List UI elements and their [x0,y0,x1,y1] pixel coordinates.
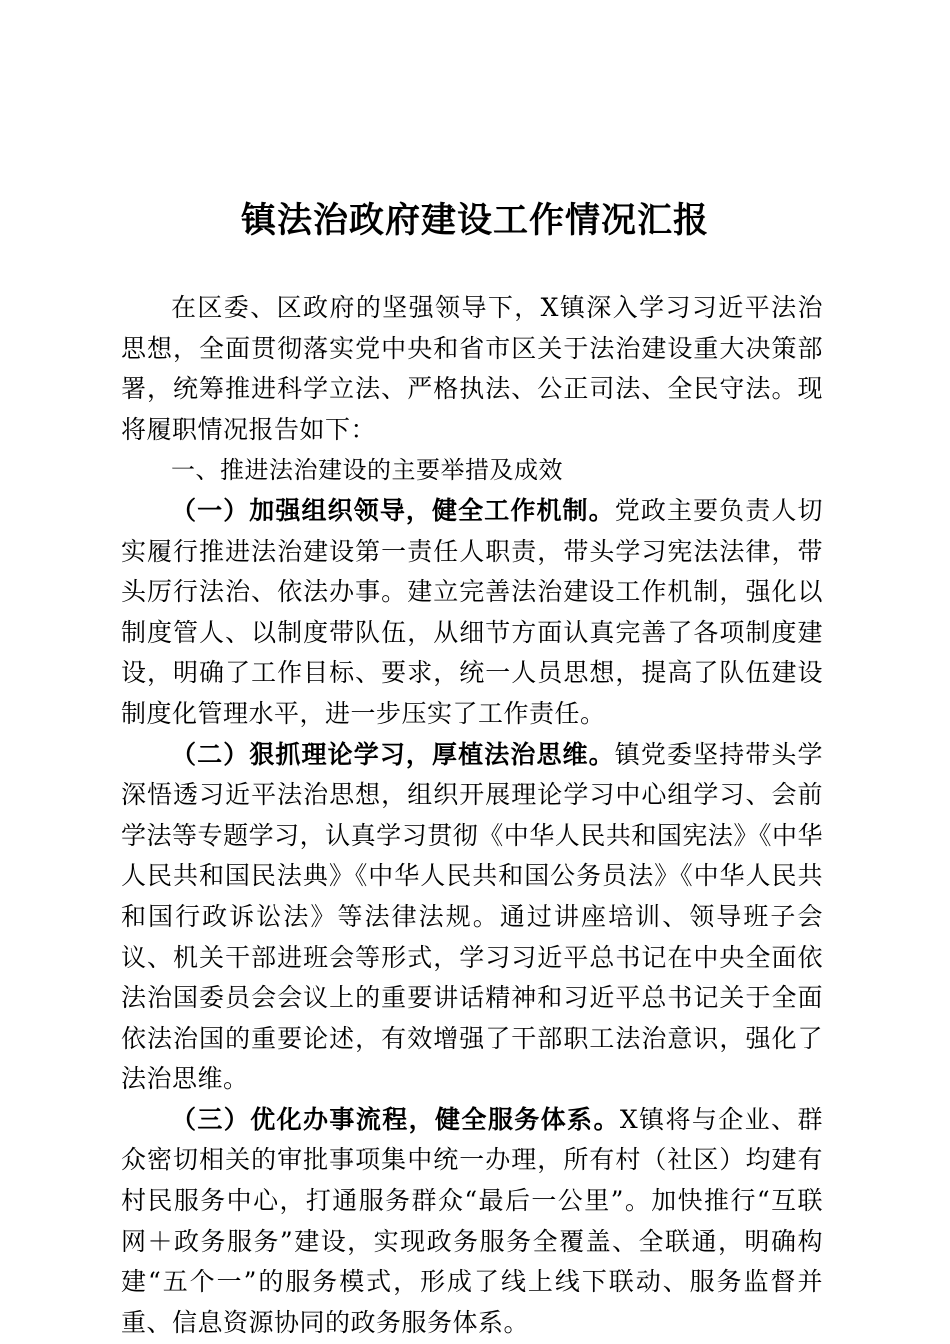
item-lead-1: （一）加强组织领导，健全工作机制。 [171,495,615,525]
item-text-3: X镇将与企业、群众密切相关的审批事项集中统一办理，所有村（社区）均建有村民服务中心，打通服务群众“最后一公里”。加快推行“互联网＋政务服务”建设，实现政务服务全覆盖、全联通，明确构建“五个一”的服务模式，形成了线上线下联动、服务监督并重、信息资源协同的政务服务体系。 [121,1104,823,1337]
document-title: 镇法治政府建设工作情况汇报 [240,200,709,241]
item-paragraph-2 [121,735,823,1100]
section-heading: 一、推进法治建设的主要举措及成效 [171,456,563,485]
item-lead-2: （二）狠抓理论学习，厚植法治思维。 [171,739,615,769]
document-body [121,288,823,1343]
item-text-2: 镇党委坚持带头学深悟透习近平法治思想，组织开展理论学习中心组学习、会前学法等专题学习，认真学习贯彻《中华人民共和国宪法》《中华人民共和国民法典》《中华人民共和国公务员法》《中华人民共和国行政诉讼法》等法律法规。通过讲座培训、领导班子会议、机关干部进班会等形式，学习习近平总书记在中央全面依法治国委员会会议上的重要讲话精神和习近平总书记关于全面依法治国的重要论述，有效增强了干部职工法治意识，强化了法治思维。 [121,739,823,1094]
item-paragraph-3 [121,1100,823,1344]
item-text-1: 党政主要负责人切实履行推进法治建设第一责任人职责，带头学习宪法法律，带头厉行法治、依法办事。建立完善法治建设工作机制，强化以制度管人、以制度带队伍，从细节方面认真完善了各项制度建设，明确了工作目标、要求，统一人员思想，提高了队伍建设制度化管理水平，进一步压实了工作责任。 [121,495,823,728]
item-lead-3: （三）优化办事流程，健全服务体系。 [171,1104,620,1134]
item-paragraph-1 [121,491,823,735]
intro-paragraph: 在区委、区政府的坚强领导下，X镇深入学习习近平法治思想，全面贯彻落实党中央和省市区关于法治建设重大决策部署，统筹推进科学立法、严格执法、公正司法、全民守法。现将履职情况报告如下： [121,293,823,444]
